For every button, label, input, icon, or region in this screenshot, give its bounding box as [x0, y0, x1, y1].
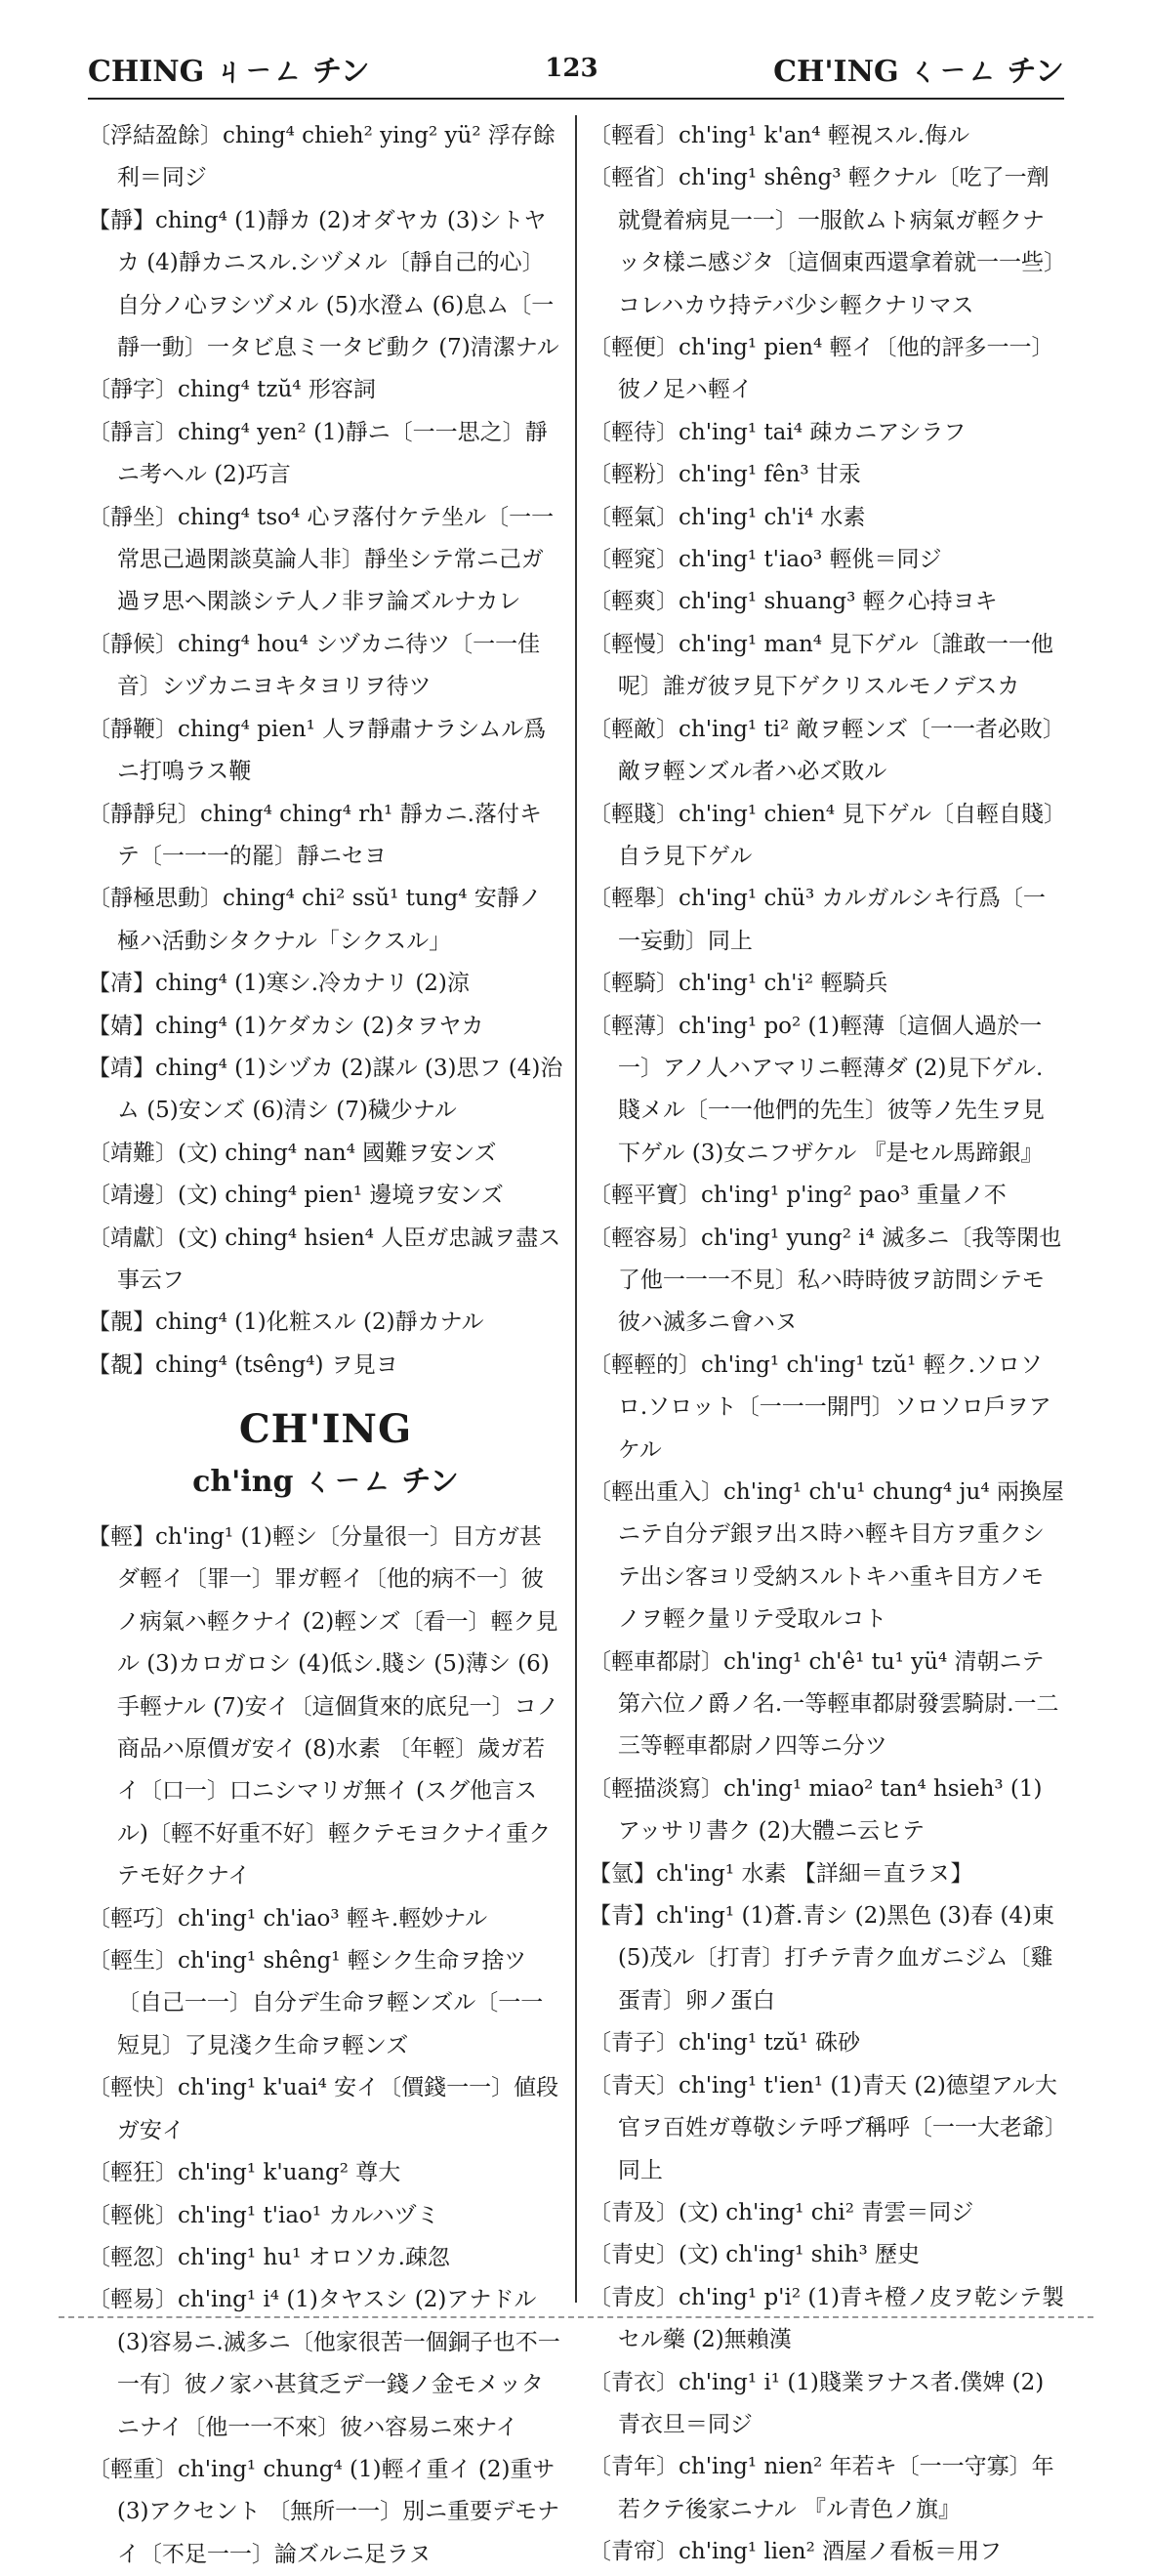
dictionary-entry: 【凊】ching⁴ (1)寒シ.冷カナリ (2)涼	[88, 971, 470, 997]
dictionary-entry: 〔輕慢〕ch'ing¹ man⁴ 見下ゲル〔誰敢一一他呢〕誰ガ彼ヲ見下ゲクリスルモノデスカ	[589, 631, 1053, 700]
dictionary-entry: 〔輕容易〕ch'ing¹ yung² i⁴ 滅多ニ〔我等閑也了他一一一不見〕私ハ時時彼ヲ訪問シテモ彼ハ滅多ニ會ハヌ	[589, 1225, 1062, 1336]
dictionary-entry: 〔輕賤〕ch'ing¹ chien⁴ 見下ゲル〔自輕自賤〕自ラ見下ゲル	[589, 801, 1055, 869]
dictionary-entry: 〔靖難〕(文) ching⁴ nan⁴ 國難ヲ安ンズ	[88, 1140, 497, 1166]
dictionary-entry: 〔輕快〕ch'ing¹ k'uai⁴ 安イ〔價錢一一〕値段ガ安イ	[88, 2075, 559, 2143]
dictionary-entry: 〔靜言〕ching⁴ yen² (1)靜ニ〔一一思之〕靜ニ考ヘル (2)巧言	[88, 419, 548, 488]
header-left: CHING ㄐㄧㄥ チン	[88, 55, 370, 89]
section-subtitle: ch'ing ㄑㄧㄥ チン	[192, 1464, 459, 1499]
dictionary-entry: 〔青子〕ch'ing¹ tzŭ¹ 硃砂	[589, 2030, 861, 2057]
dictionary-entry: 〔青史〕(文) ch'ing¹ shih³ 歷史	[589, 2242, 921, 2268]
dictionary-entry: 〔輕忽〕ch'ing¹ hu¹ オロソカ.疎忽	[88, 2244, 450, 2270]
right-column	[575, 115, 1064, 2565]
dictionary-entry: 〔輕佻〕ch'ing¹ t'iao¹ カルハヅミ	[88, 2202, 439, 2228]
dictionary-entry: 〔靜極思動〕ching⁴ chi² ssŭ¹ tung⁴ 安靜ノ極ハ活動シタクナル「シクスル」	[88, 886, 542, 954]
dictionary-entry: 〔輕重〕ch'ing¹ chung⁴ (1)輕イ重イ (2)重サ (3)アクセント 〔無所一一〕別ニ重要デモナイ〔不足一一〕論ズルニ足ラヌ	[88, 2456, 560, 2567]
dictionary-entry: 〔青皮〕ch'ing¹ p'i² (1)青キ橙ノ皮ヲ乾シテ製セル藥 (2)無賴漢	[589, 2284, 1064, 2353]
dictionary-entry: 〔輕省〕ch'ing¹ shêng³ 輕クナル〔吃了一劑就覺着病見一一〕一服飮ムト病氣ガ輕クナッタ樣ニ感ジタ〔這個東西還拿着就一一些〕コレハカウ持テバ少シ輕クナリマス	[589, 165, 1055, 318]
dictionary-entry: 【靖】ching⁴ (1)シヅカ (2)謀ル (3)思フ (4)治ム (5)安ンズ (6)清シ (7)穢少ナル	[88, 1055, 563, 1124]
dictionary-entry: 〔青衣〕ch'ing¹ i¹ (1)賤業ヲナス者.僕婢 (2)青衣旦＝同ジ	[589, 2369, 1045, 2437]
page-number: 123	[545, 54, 598, 83]
right-entries	[589, 115, 1064, 2574]
dictionary-entry: 〔輕平寶〕ch'ing¹ p'ing² pao³ 重量ノ不	[589, 1183, 1007, 1209]
dictionary-entry: 【婧】ching⁴ (1)ケダカシ (2)タヲヤカ	[88, 1013, 484, 1039]
dictionary-entry: 〔靖邊〕(文) ching⁴ pien¹ 邊境ヲ安ンズ	[88, 1183, 504, 1209]
dictionary-entry: 【覩】ching⁴ (tsêng⁴) ヲ見ヨ	[88, 1351, 398, 1378]
dictionary-entry: 〔靜字〕ching⁴ tzŭ⁴ 形容詞	[88, 377, 376, 403]
dictionary-entry: 〔靜鞭〕ching⁴ pien¹ 人ヲ靜肅ナラシムル爲ニ打鳴ラス鞭	[88, 716, 547, 785]
dictionary-entry: 〔靜靜兒〕ching⁴ ching⁴ rh¹ 靜カニ.落付キテ〔一一一的罷〕靜ニセヨ	[88, 801, 542, 869]
page-header	[88, 39, 1064, 100]
page-footer-rule	[59, 2316, 1093, 2318]
dictionary-entry: 〔輕待〕ch'ing¹ tai⁴ 疎カニアシラフ	[589, 419, 967, 445]
dictionary-columns	[88, 115, 1064, 2567]
left-entries	[88, 115, 563, 1387]
dictionary-entry: 〔輕便〕ch'ing¹ pien⁴ 輕イ〔他的評多一一〕彼ノ足ハ輕イ	[589, 335, 1054, 403]
dictionary-entry: 〔輕騎〕ch'ing¹ ch'i² 輕騎兵	[589, 971, 888, 997]
dictionary-entry: 〔輕氣〕ch'ing¹ ch'i⁴ 水素	[589, 504, 866, 530]
dictionary-entry: 〔輕粉〕ch'ing¹ fên³ 甘汞	[589, 462, 861, 488]
dictionary-entry: 〔輕輕的〕ch'ing¹ ch'ing¹ tzŭ¹ 輕ク.ソロソロ.ソロット〔一一一開門〕ソロソロ戶ヲアケル	[589, 1351, 1051, 1463]
dictionary-entry: 〔靜候〕ching⁴ hou⁴ シヅカニ待ツ〔一一佳音〕シヅカニヨキタヨリヲ待ツ	[88, 631, 541, 700]
dictionary-entry: 【輕】ch'ing¹ (1)輕シ〔分量很一〕目方ガ甚ダ輕イ〔罪一〕罪ガ輕イ〔他的病不一〕彼ノ病氣ハ輕クナイ (2)輕ンズ〔看一〕輕ク見ル (3)カロガロシ (4)低シ.賤シ (5)薄シ (6)手輕ナル (7)安イ〔這個貨來的底兒一〕コノ商品ハ原價ガ安イ (8)水素 〔年輕〕歲ガ若イ〔口一〕口ニシマリガ無イ (スグ他言スル)〔輕不好重不好〕輕クテモヨクナイ重クテモ好クナイ	[88, 1524, 559, 1890]
dictionary-entry: 〔輕出重入〕ch'ing¹ ch'u¹ chung⁴ ju⁴ 兩換屋ニテ自分デ銀ヲ出ス時ハ輕キ目方ヲ重クシテ出シ客ヨリ受納スルトキハ重キ目方ノモノヲ輕ク量リテ受取ルコト	[589, 1479, 1064, 1633]
dictionary-entry: 〔輕狂〕ch'ing¹ k'uang² 尊大	[88, 2160, 401, 2186]
header-right: CH'ING ㄑㄧㄥ チン	[773, 55, 1064, 89]
dictionary-entry: 〔輕窕〕ch'ing¹ t'iao³ 輕佻＝同ジ	[589, 547, 942, 573]
dictionary-entry: 〔輕車都尉〕ch'ing¹ ch'ê¹ tu¹ yü⁴ 清朝ニテ第六位ノ爵ノ名.一等輕車都尉發雲騎尉.一二三等輕車都尉ノ四等ニ分ツ	[589, 1648, 1059, 1760]
dictionary-entry: 〔青帘〕ch'ing¹ lien² 酒屋ノ看板＝用フ	[589, 2539, 1003, 2565]
dictionary-entry: 【靜】ching⁴ (1)靜カ (2)オダヤカ (3)シトヤカ (4)靜カニスル.シヅメル〔靜自己的心〕自分ノ心ヲシヅメル (5)水澄ム (6)息ム〔一靜一動〕一タビ息ミ一タビ動ク (7)清潔ナル	[88, 207, 559, 361]
dictionary-entry: 〔輕薄〕ch'ing¹ po² (1)輕薄〔這個人過於一一〕アノ人ハアマリニ輕薄ダ (2)見下ゲル.賤メル〔一一他們的先生〕彼等ノ先生ヲ見下ゲル (3)女ニフザケル 『是セル馬蹄銀』	[589, 1013, 1045, 1166]
section-title: CH'ING	[238, 1406, 413, 1453]
dictionary-entry: 【青】ch'ing¹ (1)蒼.青シ (2)黑色 (3)春 (4)東 (5)茂ル〔打青〕打チテ青ク血ガニジム〔雞蛋青〕卵ノ蛋白	[589, 1903, 1055, 2014]
dictionary-entry: 〔輕易〕ch'ing¹ i⁴ (1)タヤスシ (2)アナドル (3)容易ニ.滅多ニ〔他家很苦一個銅子也不一一有〕彼ノ家ハ甚貧乏デ一錢ノ金モメッタニナイ〔他一一不來〕彼ハ容易ニ來ナイ	[88, 2287, 560, 2440]
dictionary-entry: 〔靖獻〕(文) ching⁴ hsien⁴ 人臣ガ忠誠ヲ盡ス事云フ	[88, 1225, 561, 1293]
left-entries-continued	[88, 1517, 563, 2576]
dictionary-entry: 〔靜坐〕ching⁴ tso⁴ 心ヲ落付ケテ坐ル〔一一常思己過閑談莫論人非〕靜坐シテ常ニ己ガ過ヲ思ヘ閑談シテ人ノ非ヲ論ズルナカレ	[88, 504, 555, 615]
dictionary-entry: 〔輕巧〕ch'ing¹ ch'iao³ 輕キ.輕妙ナル	[88, 1905, 488, 1932]
dictionary-entry: 〔青天〕ch'ing¹ t'ien¹ (1)青天 (2)德望アル大官ヲ百姓ガ尊敬シテ呼ブ稱呼〔一一大老爺〕同上	[589, 2072, 1057, 2183]
dictionary-entry: 【靚】ching⁴ (1)化粧スル (2)靜カナル	[88, 1309, 484, 1336]
dictionary-entry: 〔青及〕(文) ch'ing¹ chi² 青雲＝同ジ	[589, 2199, 974, 2225]
left-column	[88, 115, 575, 2567]
dictionary-entry: 〔輕看〕ch'ing¹ k'an⁴ 輕視スル.侮ル	[589, 123, 970, 148]
dictionary-entry: 〔輕舉〕ch'ing¹ chü³ カルガルシキ行爲〔一一妄動〕同上	[589, 886, 1046, 954]
dictionary-entry: 〔輕生〕ch'ing¹ shêng¹ 輕シク生命ヲ捨ツ〔自己一一〕自分デ生命ヲ輕ンズル〔一一短見〕了見淺ク生命ヲ輕ンズ	[88, 1948, 544, 2058]
dictionary-entry: 〔輕描淡寫〕ch'ing¹ miao² tan⁴ hsieh³ (1)アッサリ書ク (2)大體ニ云ヒテ	[589, 1775, 1043, 1845]
dictionary-entry: 〔浮結盈餘〕ching⁴ chieh² ying² yü² 浮存餘利＝同ジ	[88, 123, 556, 191]
dictionary-entry: 〔輕爽〕ch'ing¹ shuang³ 輕ク心持ヨキ	[589, 589, 998, 615]
dictionary-entry: 〔輕敵〕ch'ing¹ ti² 敵ヲ輕ンズ〔一一者必敗〕敵ヲ輕ンズル者ハ必ズ敗ル	[589, 716, 1054, 785]
dictionary-entry: 【氫】ch'ing¹ 水素 【詳細＝直ラヌ】	[589, 1860, 973, 1887]
dictionary-entry: 〔青年〕ch'ing¹ nien² 年若キ〔一一守寡〕年若クテ後家ニナル 『ル青色ノ旗』	[589, 2454, 1054, 2522]
